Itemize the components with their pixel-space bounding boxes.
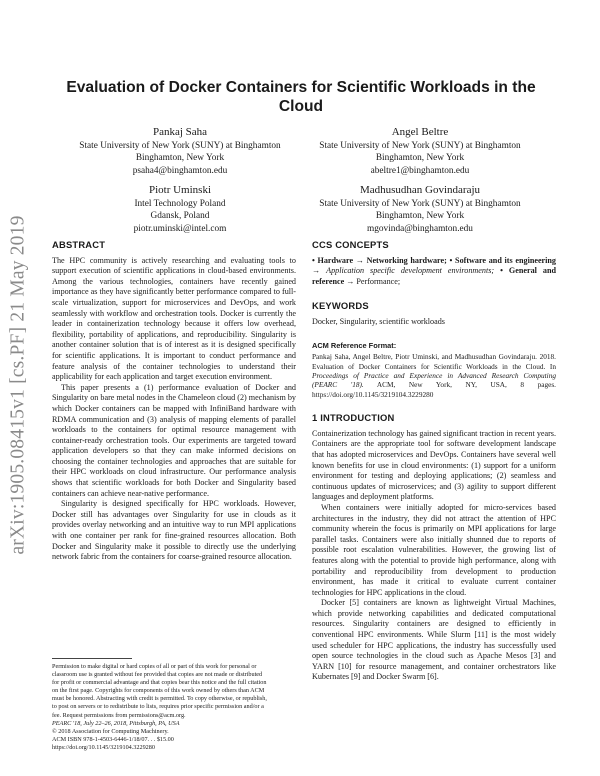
abstract-paragraph: The HPC community is actively researching and evaluating tools to support execution of scientific applications in cloud-based environments. Among the various technologies, containers have recently gained importance as they have significantly better performance compared to full-scale virtualization, support for microservices and DevOps, and work seamlessly with workflow and orchestration tools. Docker is currently the leader in containerization technology because it offers low overhead, flexibility, portability of applications, and reproducibility. Singularity is another container solution that is of interest as it is designed specifically for scientific applications. It is important to conduct performance and feature analysis of the container technologies to understand their applicability for each application and target execution environment. — [52, 255, 296, 382]
author-block — [295, 183, 545, 235]
author-affiliation: State University of New York (SUNY) at Binghamton — [319, 199, 521, 209]
ccs-concept: • Software and its engineering → — [312, 255, 556, 276]
author-affiliation: Intel Technology Poland — [134, 199, 226, 209]
permission-line: for profit or commercial advantage and that copies bear this notice and the full citation — [52, 679, 267, 687]
permission-line: must be honored. Abstracting with credit is permitted. To copy otherwise, or republish, — [52, 695, 267, 703]
permission-line: to post on servers or to redistribute to lists, requires prior specific permission and/or a — [52, 703, 264, 711]
conference-line: PEARC '18, July 22–26, 2018, Pittsburgh, PA, USA — [52, 719, 180, 727]
ccs-concept: • General and reference → — [312, 266, 557, 286]
permission-line: Permission to make digital or hard copies of all or part of this work for personal or — [52, 663, 257, 670]
author-location: Binghamton, New York — [135, 153, 225, 164]
introduction-paragraph: Docker [5] containers are known as lightweight Virtual Machines, which provide networking capabilities and dedicated computational resources. Singularity containers are designed to efficiently in conventional HPC environments. While Slurm [11] is the most widely used scheduler for HPC applications, the industry has successfully used open source technologies in the cloud such as Apache Mesos [3] and YARN [10] for resource management, and container orchestrators like Kubernates [9] and Docker Swarm [6]. — [312, 598, 556, 682]
permission-line: fee. Request permissions from permissions@acm.org. — [52, 711, 186, 719]
abstract-paragraph: This paper presents a (1) performance evaluation of Docker and Singularity on bare metal nodes in the Chameleon cloud (2) mechanism by which Docker containers can be mapped with InfiniBand hardware with RDMA communication and (3) analysis of mapping elements of parallel workloads to the containers for optimal resource management with container-ready orchestration tools. Our experiments are targeted toward application developers so that they can make informed decisions on choosing the container technologies and approaches that are suitable for their HPC workloads on cloud infrastructure. Our performance analysis shows that scientific workloads for both Docker and Singularity based containers can achieve near-native performance. — [52, 382, 296, 498]
keywords-heading: KEYWORDS — [312, 300, 369, 312]
author-block — [55, 183, 305, 235]
author-location: Binghamton, New York — [375, 153, 465, 164]
ccs-concepts — [312, 256, 556, 288]
author-name: Madhusudhan Govindaraju — [359, 184, 481, 196]
reference-format — [312, 352, 556, 399]
author-email: mgovinda@binghamton.edu — [367, 223, 473, 234]
author-email: psaha4@binghamton.edu — [132, 165, 228, 176]
reference-format-heading: ACM Reference Format: — [312, 340, 397, 350]
arxiv-identifier-stamp — [2, 150, 36, 620]
ccs-concept-detail: Performance; — [356, 276, 401, 286]
introduction-heading: 1 INTRODUCTION — [312, 412, 395, 424]
author-affiliation: State University of New York (SUNY) at Binghamton — [79, 141, 281, 151]
ccs-heading: CCS CONCEPTS — [312, 239, 389, 250]
copyright-line: © 2018 Association for Computing Machinery. — [52, 727, 169, 735]
author-affiliation: State University of New York (SUNY) at Binghamton — [319, 141, 521, 151]
introduction-paragraph: Containerization technology has gained significant traction in recent years. Containers are the appropriate tool for software development landscape that has adopted microservices and DevOps. Containers have several well known benefits for use in cloud environments: (1) support for a uniform environment for testing and deploying applications; (2) seamless and continuous updates of microservices; and (3) agility to support different languages and deployment platforms. — [312, 428, 556, 502]
author-name: Pankaj Saha — [152, 126, 208, 138]
author-location: Gdansk, Poland — [150, 211, 210, 222]
author-name: Angel Beltre — [391, 126, 449, 138]
author-block — [295, 125, 545, 177]
reference-authors: Pankaj Saha, Angel Beltre, Piotr Uminski, and Madhusudhan Govindaraju. 2018. Evaluation of Docker Containers for Scientific Workloads in the Cloud. In — [312, 352, 556, 371]
author-name: Piotr Uminski — [148, 184, 212, 196]
ccs-concept-detail: Application specific development environments; — [326, 266, 495, 276]
keywords-text: Docker, Singularity, scientific workloads — [312, 316, 445, 326]
permission-line: on the first page. Copyrights for components of this work owned by others than ACM — [52, 687, 265, 695]
arxiv-id: arXiv:1905.08415v1 [cs.PF] 21 May 2019 — [8, 215, 29, 555]
right-column — [312, 240, 556, 683]
reference-publisher: ACM, New York, NY, USA, 8 pages. https://doi.org/10.1145/3219104.3229280 — [312, 380, 557, 399]
permission-footnote — [52, 663, 296, 752]
reference-venue: Proceedings of Practice and Experience in Advanced Research Computing (PEARC '18). — [312, 370, 556, 390]
author-email: abeltre1@binghamton.edu — [370, 165, 470, 176]
footnote-divider — [52, 658, 132, 659]
isbn-line: ACM ISBN 978-1-4503-6446-1/18/07. . . $15.00 — [52, 735, 174, 743]
abstract-heading: ABSTRACT — [52, 239, 106, 250]
abstract-paragraph: Singularity is designed specifically for HPC workloads. However, Docker still has advantages over Singularity for use in clouds as it provides overlay networking and an intuitive way to run MPI applications with one container per rank for fine-grained resources allocation. Both Docker and Singularity make it possible to directly use the underlying network fabric from the containers for coarse-grained resource allocation. — [52, 499, 296, 562]
paper-title: Evaluation of Docker Containers for Scientific Workloads in the Cloud — [66, 79, 536, 115]
author-location: Binghamton, New York — [375, 211, 465, 222]
abstract-section — [52, 240, 296, 563]
ccs-concept: • Hardware → Networking hardware; — [312, 255, 447, 265]
permission-line: classroom use is granted without fee provided that copies are not made or distributed — [52, 671, 263, 679]
doi-link[interactable]: https://doi.org/10.1145/3219104.3229280 — [52, 743, 155, 751]
introduction-paragraph: When containers were initially adopted for micro-services based architectures in the industry, they did not attract the attention of HPC community wherein the focus is primarily on MPI applications for large parallel tasks. Containers were also initially shunned due to reports of possible root escalation vulnerabilities. However, the growing list of features along with the potential to provide high performance, along with portability and reproducibility from development to production environment, has made it critical to evaluate current container technologies for HPC applications in the cloud. — [312, 502, 556, 597]
author-block — [55, 125, 305, 177]
author-email: piotr.uminski@intel.com — [133, 223, 227, 234]
